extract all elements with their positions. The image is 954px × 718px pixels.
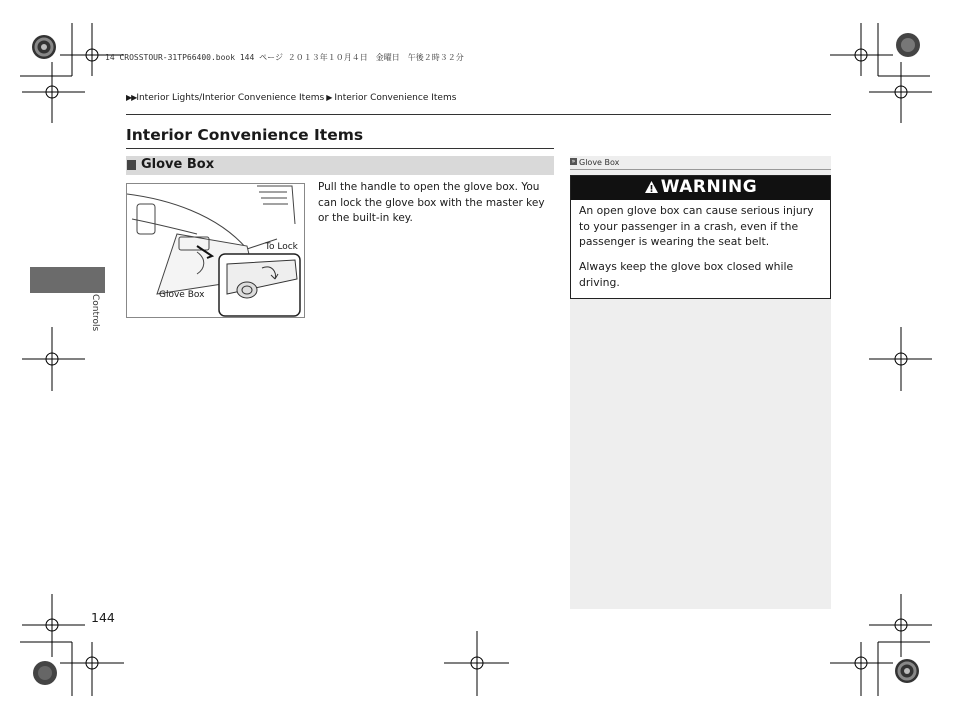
breadcrumb-item[interactable]: Interior Convenience Items xyxy=(334,93,457,103)
chapter-tab[interactable] xyxy=(30,267,105,293)
page-number: 144 xyxy=(91,610,115,625)
breadcrumb-item[interactable]: Interior Lights/Interior Convenience Items xyxy=(136,93,325,103)
warning-title: WARNING xyxy=(660,177,758,197)
illustration-label-glove-box: Glove Box xyxy=(159,290,205,300)
section-body: Pull the handle to open the glove box. You can lock the glove box with the master key or the built-in key. xyxy=(318,181,545,224)
page-title: Interior Convenience Items xyxy=(126,126,364,144)
reference-icon: » xyxy=(571,158,576,165)
warning-text: Always keep the glove box closed while driving. xyxy=(579,260,794,289)
illustration-label-lock: To Lock xyxy=(265,242,298,252)
breadcrumb-arrow-icon: ▶ xyxy=(326,93,333,102)
section-heading xyxy=(126,156,554,175)
side-reference-label[interactable]: Glove Box xyxy=(579,158,620,167)
header-rule xyxy=(126,114,831,115)
warning-triangle-icon xyxy=(644,180,659,194)
breadcrumb xyxy=(126,93,456,103)
warning-box xyxy=(570,175,831,299)
side-reference xyxy=(570,156,831,170)
chapter-tab-label: Controls xyxy=(90,294,100,332)
warning-header xyxy=(571,176,830,200)
print-header: 14 CROSSTOUR-31TP66400.book 144 ページ ２０１３年１０月４日 金曜日 午後２時３２分 xyxy=(105,53,464,62)
title-rule xyxy=(126,148,554,149)
section-square-icon xyxy=(127,160,136,170)
breadcrumb-arrow-icon: ▶▶ xyxy=(126,93,137,102)
section-title: Glove Box xyxy=(141,157,215,172)
warning-text: An open glove box can cause serious injury to your passenger in a crash, even if the passenger is wearing the seat belt. xyxy=(579,204,814,248)
